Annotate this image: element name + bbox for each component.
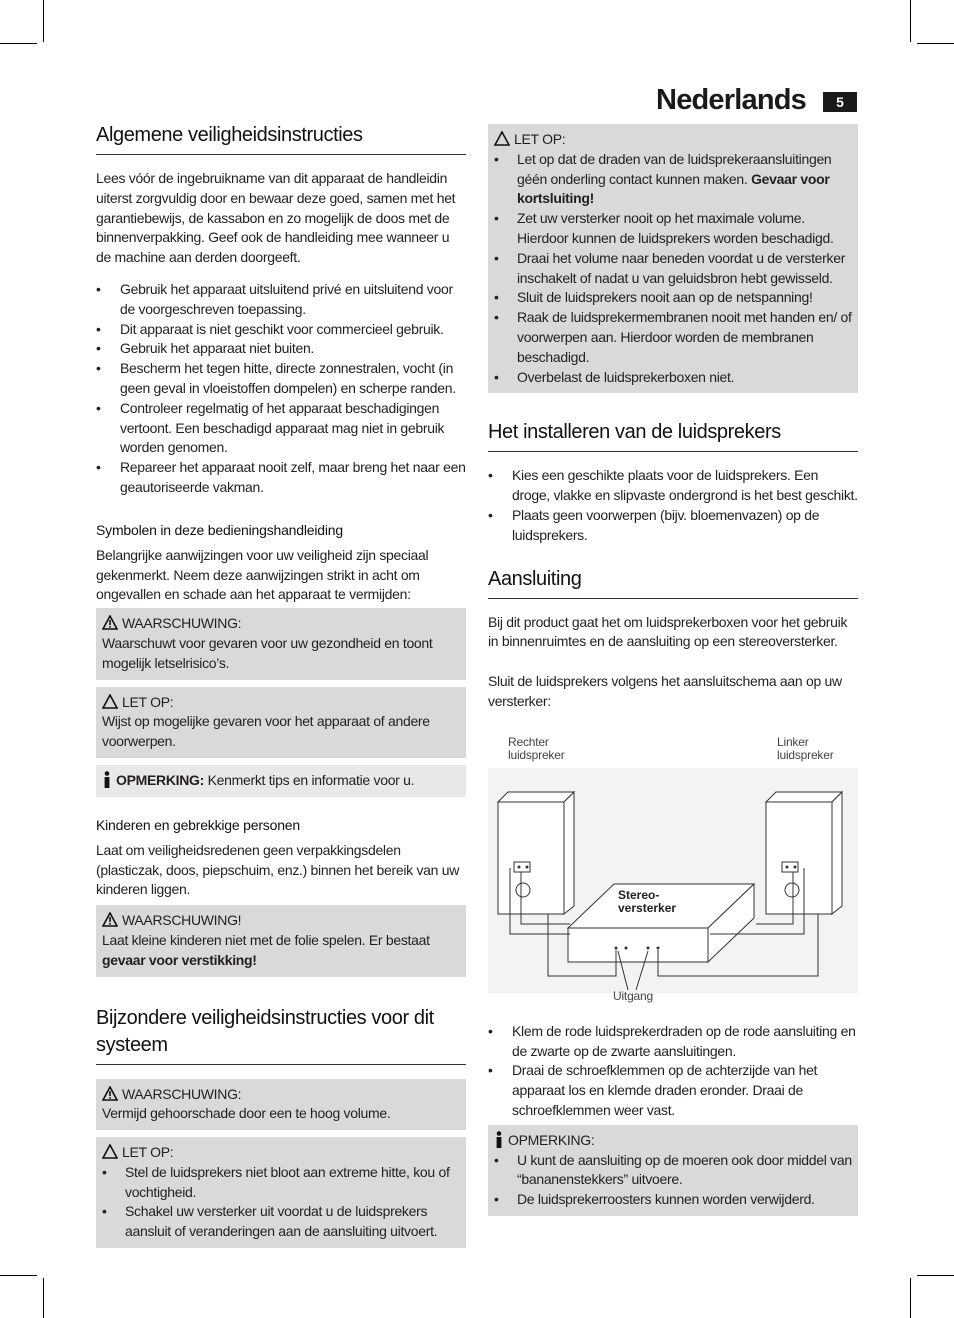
right-column [488,124,858,1223]
list-item: • Raak de luidsprekermembranen nooit met handen en/ of voorwerpen aan. Hierdoor worden de membranen beschadigd. [494,308,852,367]
list-item: • Kies een geschikte plaats voor de luidsprekers. Een droge, vlakke en slipvaste ondergrond is het best geschikt. [488,466,858,506]
list-item: • Klem de rode luidsprekerdraden op de rode aansluiting en de zwarte op de zwarte aansluitingen. [488,1022,858,1062]
crop-mark [0,1275,37,1276]
left-speaker-label-line: luidspreker [777,747,834,762]
list-item: • Overbelast de luidsprekerboxen niet. [494,368,852,388]
system-warning-text: Vermijd gehoorschade door een te hoog volume. [102,1105,391,1122]
children-warning-bold: gevaar voor verstikking! [102,951,257,968]
warning-label: WAARSCHUWING! [122,912,242,929]
caution-triangle-icon [494,131,510,146]
caution-label: LET OP: [122,693,174,710]
caution-label: LET OP: [122,1144,174,1161]
amplifier-label-line: versterker [618,900,677,915]
caution-triangle-icon [102,694,118,709]
right-caution-list [494,150,852,388]
page-language-title: Nederlands [656,84,806,116]
warning-triangle-icon [102,615,118,630]
list-item: • De luidsprekerroosters kunnen worden verwijderd. [494,1190,852,1210]
symbols-text: Belangrijke aanwijzingen voor uw veiligheid zijn speciaal gekenmerkt. Neem deze aanwijzingen strikt in acht om ongevallen en schade aan het apparaat te vermijden: [96,546,429,603]
diagram-drawing [488,728,858,1008]
list-item: • Repareer het apparaat nooit zelf, maar breng het naar een geautoriseerde vakman. [96,458,466,498]
caution-item-bold: Gevaar voor kortsluiting! [517,170,830,207]
right-speaker [498,792,574,914]
list-item: • Stel de luidsprekers niet bloot aan extreme hitte, kou of vochtigheid. [102,1163,460,1203]
crop-mark [917,1275,954,1276]
caution-text: Wijst op mogelijke gevaren voor het apparaat of andere voorwerpen. [102,713,430,750]
system-caution-list [102,1163,460,1242]
crop-mark [43,0,44,42]
connection-list [488,1022,858,1121]
note-label: OPMERKING: [116,771,205,788]
warning-label: WAARSCHUWING: [122,1085,242,1102]
info-icon [494,1131,504,1148]
right-speaker-label-line: luidspreker [508,747,565,762]
caution-item-text: Let op dat de draden van de luidsprekeraansluitingen géén onderling contact kunnen maken. [517,150,832,187]
system-warning-box [96,1079,466,1131]
list-item: • Schakel uw versterker uit voordat u de luidsprekers aansluit of veranderingen aan de aansluiting uitvoert. [102,1202,460,1242]
connection-diagram [488,728,858,1008]
crop-mark [43,1278,44,1318]
section-title-install: Het installeren van de luidsprekers [488,419,858,452]
warning-box [96,608,466,679]
list-item: • Controleer regelmatig of het apparaat beschadigingen vertoont. Een beschadigd apparaat mag niet in gebruik worden genomen. [96,399,466,458]
page-number: 5 [823,92,857,112]
note-text: Kenmerkt tips en informatie voor u. [207,771,415,788]
crop-mark [910,0,911,42]
children-warning-text: Laat kleine kinderen niet met de folie spelen. Er bestaat [102,931,430,948]
children-text: Laat om veiligheidsredenen geen verpakkingsdelen (plasticzak, doos, piepschuim, enz.) binnen het bereik van uw kinderen liggen. [96,841,460,898]
warning-triangle-icon [102,912,118,927]
general-safety-list [96,280,466,498]
output-label: Uitgang [613,988,653,1003]
list-item: • Zet uw versterker nooit op het maximale volume. Hierdoor kunnen de luidsprekers worden beschadigd. [494,209,852,249]
list-item: • Draai de schroefklemmen op de achterzijde van het apparaat los en klemde draden eronder. Draai de schroefklemmen weer vast. [488,1061,858,1120]
connection-text-1: Bij dit product gaat het om luidsprekerboxen voor het gebruik in binnenruimtes en de aansluiting op een stereoversterker. [488,613,848,650]
subsection-title-children: Kinderen en gebrekkige personen [96,816,300,833]
section-title-system-safety: Bijzondere veiligheidsinstructies voor dit systeem [96,1005,466,1065]
list-item: • Plaats geen voorwerpen (bijv. bloemenvazen) op de luidsprekers. [488,506,858,546]
right-caution-box [488,124,858,393]
connection-text-2: Sluit de luidsprekers volgens het aansluitschema aan op uw versterker: [488,673,842,709]
warning-triangle-icon [102,1086,118,1101]
info-icon [102,771,112,788]
right-speaker-label [508,736,565,762]
caution-triangle-icon [102,1144,118,1159]
subsection-title-symbols: Symbolen in deze bedieningshandleiding [96,521,343,538]
left-speaker-label [777,736,834,762]
amplifier-label [618,889,676,915]
section-title-general-safety: Algemene veiligheidsinstructies [96,122,466,155]
warning-label: WAARSCHUWING: [122,615,242,632]
warning-text: Waarschuwt voor gevaren voor uw gezondheid en toont mogelijk letselrisico’s. [102,634,433,671]
note-label: OPMERKING: [508,1131,595,1148]
list-item: • Gebruik het apparaat niet buiten. [96,339,466,359]
children-warning-paragraph [102,931,460,971]
caution-box [96,687,466,758]
system-caution-box [96,1137,466,1248]
connection-note-box [488,1125,858,1216]
list-item: • Bescherm het tegen hitte, directe zonnestralen, vocht (in geen geval in vloeistoffen dompelen) en scherpe randen. [96,359,466,399]
list-item: • Draai het volume naar beneden voordat u de versterker inschakelt of nadat u van geluidsbron hebt gewisseld. [494,249,852,289]
left-speaker-label-line: Linker [777,734,809,749]
crop-mark [910,1278,911,1318]
list-item: • Gebruik het apparaat uitsluitend privé en uitsluitend voor de voorgeschreven toepassing. [96,280,466,320]
note-box [96,765,466,797]
list-item: • Dit apparaat is niet geschikt voor commercieel gebruik. [96,320,466,340]
caution-label: LET OP: [514,131,566,147]
crop-mark [917,43,954,44]
list-item: • U kunt de aansluiting op de moeren ook door middel van “bananenstekkers” uitvoere. [494,1151,852,1191]
children-warning-box [96,905,466,976]
general-safety-intro: Lees vóór de ingebruikname van dit apparaat de handleidin uiterst zorgvuldig door en bewaar deze goed, samen met het garantiebewijs, de kassabon en zo mogelijk de doos met de binnenverpakking. Geef ook de handleiding mee wanneer u de machine aan derden doorgeeft. [96,170,456,266]
note-list [494,1151,852,1210]
left-column [96,122,466,1255]
install-list [488,466,858,545]
crop-mark [0,43,37,44]
right-speaker-label-line: Rechter [508,734,549,749]
amplifier-label-line: Stereo- [618,887,660,902]
list-item [494,150,852,209]
section-title-connection: Aansluiting [488,566,858,599]
list-item: • Sluit de luidsprekers nooit aan op de netspanning! [494,288,852,308]
